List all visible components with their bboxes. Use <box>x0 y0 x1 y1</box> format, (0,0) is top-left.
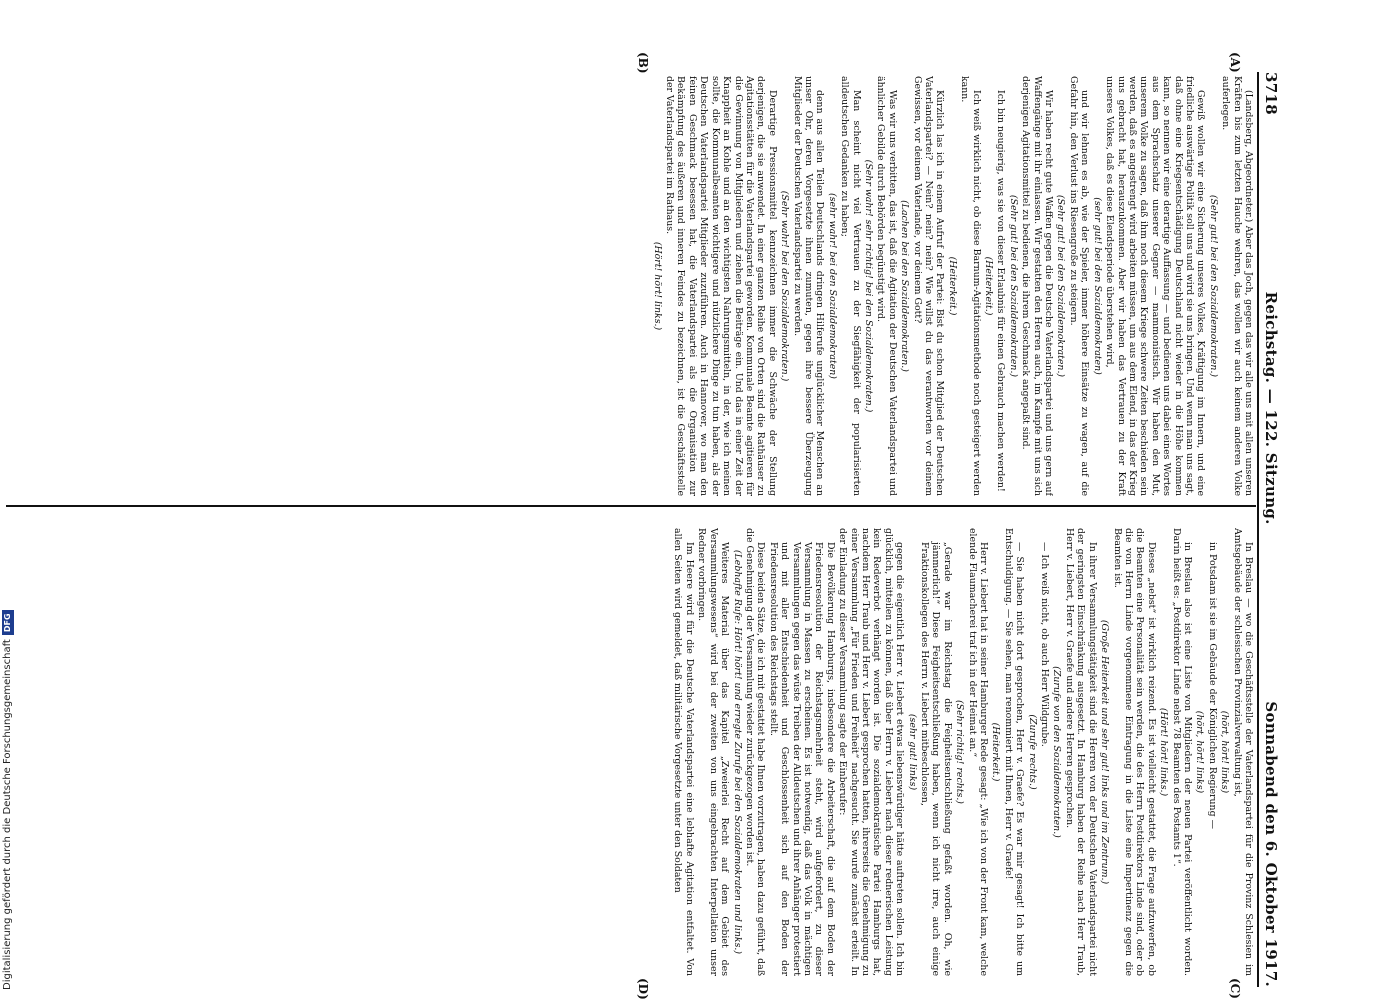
credit-text: Digitalisierung gefördert durch die Deutsche Forschungsgemeinschaft <box>2 639 13 990</box>
margin-marker-b: (B) <box>636 52 650 74</box>
interjection: (Sehr richtig! rechts.) <box>954 700 966 804</box>
interjection: (Heiterkeit.) <box>946 256 958 316</box>
paragraph: „Gerade war im Reichstag die Feigheitsentschließung gefaßt worden. Oh, wie jämmerlich!“ Diese Feigheitsentschließung haben, wenn ich nicht irre, auch einige Fraktionskollegen des Herrn v. Liebert mitbeschlossen, <box>919 542 953 976</box>
interjection: (Sehr wahr! bei den Sozialdemokraten.) <box>779 190 791 382</box>
paragraph: Ich bin neugierig, was sie von dieser Erlaubnis für einen Gebrauch machen werden! <box>995 90 1007 492</box>
left-column <box>6 76 1254 496</box>
digitization-credit <box>0 598 16 990</box>
interjection: (Sehr gut! bei den Sozialdemokraten.) <box>1007 194 1019 378</box>
paragraph: gegen die eigentlich Herr v. Liebert etwas liebenswürdiger hätte auftreten sollen. Ich bin glücklich, mitteilen zu können, daß über Herrn v. Liebert nach dieser rednerischen Leistung kein Redeverbot verhängt worden ist. Die sozialdemokratische Partei Hamburgs hat, nachdem Herr Traub und Herr v. Liebert gesprochen hatten, ihrerseits die Genehmigung zu einer Versammlung „Für Frieden und Freiheit“ nachgesucht. Sie wurde zunächst erteilt. In der Einladung zu dieser Versammlung sagte der Einberufer: <box>837 528 906 976</box>
paragraph: Weiteres Material über das Kapitel „Zweierlei Recht auf dem Gebiet des Versammlungswesens“ wird bei der zweiten von uns eingebrachten Interpellation unser Redner vorbringen. <box>696 528 731 976</box>
interjection: (Sehr gut! bei den Sozialdemokraten.) <box>1055 194 1067 378</box>
paragraph: in Potsdam ist sie im Gebäude der Königlichen Regierung — <box>1206 542 1218 829</box>
interjection: (Hört! hört! links.) <box>1158 707 1170 797</box>
margin-marker-a: (A) <box>1228 52 1242 73</box>
dfg-logo: DFG <box>2 610 14 635</box>
interjection: (Heiterkeit.) <box>983 256 995 316</box>
paragraph: Wir haben recht gute Waffen gegen die Deutsche Vaterlandspartei und uns gern auf Waffengänge mit ihr einlassen. Wir gestatten den Herren auch, im Kampfe mit uns sich derjenigen Agitationsmittel zu bedienen, die ihrem Geschmack angepaßt sind. <box>1020 76 1055 496</box>
paragraph: Dieses „nebst“ ist wirklich reizend. Es ist vielleicht gestattet, die Frage aufzuwerfen, ob die Beamten eine Personalität sein werden, die des Herrn Postdirektors Linde sind, oder ob die von Herrn Linde vorgenommene Eintragung in die Liste eine Impertinenz gegen die Beamten ist. <box>1111 528 1157 976</box>
interjection: (Große Heiterkeit und sehr gut! links und im Zentrum.) <box>1099 619 1111 885</box>
paragraph: Diese beiden Sätze, die ich mit gestattet habe Ihnen vorzutragen, haben dazu geführt, daß die Genehmigung der Versammlung wieder zurückgezogen worden ist. <box>743 528 767 976</box>
interjection: (Hört! hört! links.) <box>651 241 663 331</box>
right-column <box>6 528 1254 976</box>
paragraph: in Breslau also ist eine Liste von Mitgliedern der neuen Partei veröffentlicht worden. Darin heißt es: „Postdirektor Linde nebst 78 Beamten des Postamts 1“. <box>1170 528 1193 976</box>
paragraph: Im Heere wird für die Deutsche Vaterlandspartei eine lebhafte Agitation entfaltet. Von allen Seiten wird gemeldet, daß militärische Vorgesetzte unter den Soldaten <box>672 528 695 976</box>
interjection: (Heiterkeit.) <box>990 722 1002 782</box>
interjection: (sehr wahr! bei den Sozialdemokraten) <box>826 193 838 379</box>
interjection: (Sehr gut! bei den Sozialdemokraten.) <box>1207 194 1219 378</box>
session-title: Reichstag. — 122. Sitzung. <box>1262 291 1280 525</box>
paragraph: In Breslau — wo die Geschäftsstelle der Vaterlandspartei für die Provinz Schlesien im Amtsgebäude der schlesischen Provinzialverwaltung ist, <box>1231 528 1254 976</box>
interjection: (Sehr wahr! sehr richtig! bei den Sozialdemokraten.) <box>863 159 874 413</box>
interjection: (Zurufe von den Sozialdemokraten.) <box>1051 666 1063 838</box>
paragraph: Ich weiß wirklich nicht, ob diese Barnum-Agitationsmethode noch gesteigert werden kann. <box>959 76 982 496</box>
paragraph: — Sie haben nicht dort gesprochen, Herr v. Graefe? Es war mir gesagt! Ich bitte um Entschuldigung. — Sie sehen, man renommiert mit Ihnen, Herr v. Graefe! <box>1002 528 1026 976</box>
paragraph: — Ich weiß nicht, ob auch Herr Wildgrube. <box>1039 542 1051 747</box>
interjection: (hört, hört! links) <box>1219 710 1231 794</box>
paragraph: und wir lehnen es ab, wie der Spieler, immer höhere Einsätze zu wagen, auf die Gefahr hin, den Verlust ins Riesengroße zu steigern. <box>1067 76 1091 496</box>
paragraph: Gewiß wollen wir eine Sicherung unseres Volkes, Kräftigung im Innern, und eine friedliche auswärtige Politik soll uns und wird sie uns bringen. Und wenn man uns sagt, daß ohne eine Kriegsentschädigung Deutschland nicht wieder in die Höhe kommen kann, so nennen wir eine derartige Auffassung — und bedienen uns dabei eines Wortes aus dem Sprachschatz unserer Gegner — mammonistisch. Wir haben den Mut, unserem Volke zu sagen, daß ihm noch diesem Kriege schwere Zeiten beschieden sein werden, daß es angestrengt wird arbeiten müssen, um aus dem Elend, in das der Krieg uns gebracht hat, herauszukommen. Aber wir haben das Vertrauen zu der Kraft unseres Volkes, daß es diese Elendsperiode überstehen wird, <box>1104 76 1207 496</box>
paragraph: Man scheint nicht viel Vertrauen zu der Siegfähigkeit der popularisierten alldeutschen Gedanken zu haben; <box>839 76 862 496</box>
column-divider <box>6 505 1256 507</box>
margin-marker-d: (D) <box>636 978 650 1000</box>
paragraph: In ihrer Versammlungstätigkeit sind die Herren von der Deutschen Vaterlandspartei nicht der geringsten Einschränkung ausgesetzt. In Hamburg haben der Reihe nach Herr Traub, Herr v. Liebert, Herr v. Graefe und andere Herren gesprochen. <box>1063 528 1098 976</box>
paragraph: (Landsberg, Abgeordneter.) Aber das Joch, gegen das wir alle uns mit allen unseren Kräften bis zum letzten Hauche wehren, das wollen wir auch keinem anderen Volke auferlegen. <box>1220 76 1254 496</box>
page-number: 3718 <box>1262 72 1280 115</box>
interjection: (sehr gut! links) <box>906 713 918 791</box>
paragraph: Kürzlich las ich in einem Aufruf der Partei: Bist du schon Mitglied der Deutschen Vaterlandspartei? — Nein? nein? nein? Wie willst du das verantworten vor deinem Gewissen, vor deinem Vaterlande, vor deinem Gott? <box>911 76 946 496</box>
interjection: (Lebhafte Rufe: Hört! hört! und erregte Zurufe bei den Sozialdemokraten und links.) <box>731 549 743 955</box>
interjection: (Lachen bei den Sozialdemokraten.) <box>899 200 911 372</box>
paragraph: denn aus allen Teilen Deutschlands dringen Hilferufe unglücklicher Menschen an unser Ohr, deren Vorgesetzte ihnen zumuten, gegen ihre bessere Überzeugung Mitglieder der Deutschen Vaterlandspartei zu werden. <box>791 76 826 496</box>
paragraph: Die Bevölkerung Hamburgs, insbesondere die Arbeiterschaft, die auf dem Boden der Friedensresolution der Reichstagsmehrheit steht, wird aufgefordert, zu dieser Versammlung in Massen zu erscheinen. Es ist notwendig, daß das Volk in mächtigen Versammlungen gegen das wüste Treiben der Alldeutschen und ihrer Anhänger protestiert und mit aller Entschiedenheit und Geschlossenheit sich auf den Boden der Friedensresolution des Reichstags stellt. <box>767 542 836 976</box>
paragraph: Herr v. Liebert hat in seiner Hamburger Rede gesagt: „Wie ich von der Front kam, welche elende Flaumacherei traf ich in der Heimat an.“ <box>966 528 990 976</box>
session-date: Sonnabend den 6. Oktober 1917. <box>1262 701 1280 987</box>
interjection: (Zurufe rechts.) <box>1026 714 1038 790</box>
margin-marker-c: (C) <box>1228 978 1242 999</box>
interjection: (sehr gut! bei den Sozialdemokraten) <box>1091 197 1103 375</box>
paragraph: Was wir uns verbitten, das ist, daß die Agitation der Deutschen Vaterlandspartei und ähnlicher Gebilde durch Behörden begünstigt wird. <box>875 76 898 496</box>
interjection: (hört, hört! links) <box>1194 710 1206 794</box>
page-header <box>1257 72 1288 987</box>
paragraph: Derartige Pressionsmittel kennzeichnen immer die Schwäche der Stellung derjenigen, die sie anwendet. In einer ganzen Reihe von Orten sind die Rathäuser zu Agitationsstätten für die Vaterlandspartei geworden. Kommunale Beamte agitieren für die Gewinnung von Mitgliedern und ziehen die Beiträge ein. Und das in einer Zeit der Knappheit an Kohle und an den wichtigsten Nahrungsmitteln, in der, wie ich meinen sollte, die Kommunalbeamten wichtigere und nützlichere Dinge zu tun haben, als der Deutschen Vaterlandspartei Mitglieder zuzuführen. Auch in Hannover, wo man den feinen Geschmack besessen hat, die Vaterlandspartei als die Organisation zur Bekämpfung des äußeren und inneren Feindes zu bezeichnen, ist die Geschäftsstelle der Vaterlandspartei im Rathaus. <box>664 76 778 496</box>
